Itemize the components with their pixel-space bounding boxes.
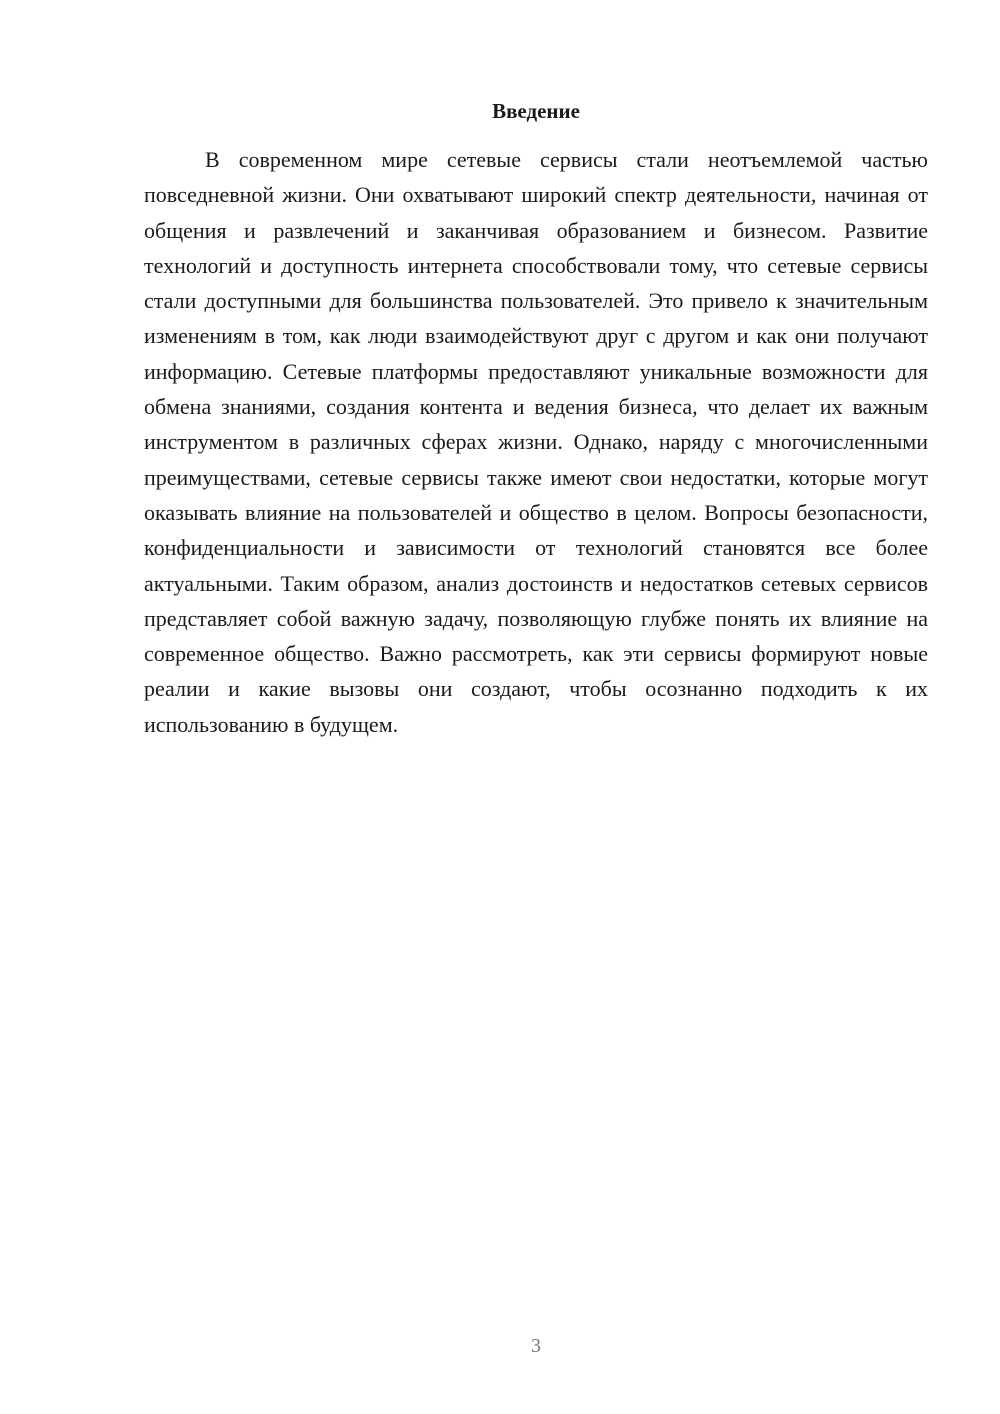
body-paragraph: В современном мире сетевые сервисы стали неотъемлемой частью повседневной жизни. Они охватывают широкий спектр деятельности, начиная от общения и развлечений и заканчивая образованием и бизнесом. Развитие технологий и доступность интернета способствовали тому, что сетевые сервисы стали доступными для большинства пользователей. Это привело к значительным изменениям в том, как люди взаимодействуют друг с другом и как они получают информацию. Сетевые платформы предоставляют уникальные возможности для обмена знаниями, создания контента и ведения бизнеса, что делает их важным инструментом в различных сферах жизни. Однако, наряду с многочисленными преимуществами, сетевые сервисы также имеют свои недостатки, которые могут оказывать влияние на пользователей и общество в целом. Вопросы безопасности, конфиденциальности и зависимости от технологий становятся все более актуальными. Таким образом, анализ достоинств и недостатков сетевых сервисов представляет собой важную задачу, позволяющую глубже понять их влияние на современное общество. Важно рассмотреть, как эти сервисы формируют новые реалии и какие вызовы они создают, чтобы осознанно подходить к их использованию в будущем.: [144, 147, 928, 737]
section-title: Введение: [492, 99, 580, 123]
page-number: 3: [531, 1335, 541, 1357]
